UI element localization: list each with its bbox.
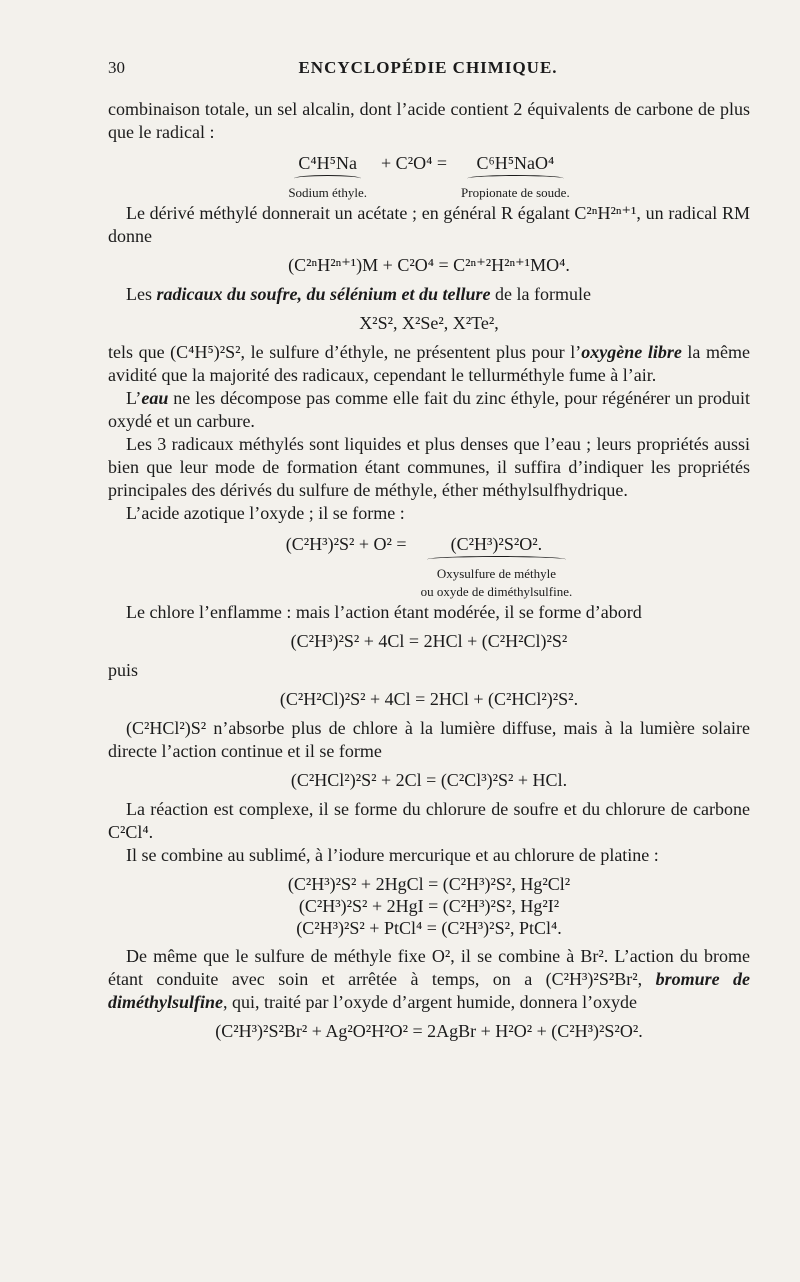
- page-body: [108, 98, 750, 1049]
- text-run: L’: [126, 388, 142, 408]
- paragraph-3: [108, 283, 750, 306]
- eq4-caption-1: Oxysulfure de méthyle: [436, 566, 556, 581]
- text-run: Les: [126, 284, 157, 304]
- paragraph-2: Le dérivé méthylé donnerait un acétate ; en général R égalant C²ⁿH²ⁿ⁺¹, un radical RM donne: [108, 203, 750, 246]
- paragraph-4: [108, 341, 750, 387]
- equation-oxysulfure: [108, 533, 750, 599]
- running-title: ENCYCLOPÉDIE CHIMIQUE.: [298, 58, 558, 77]
- paragraph-6: Les 3 radicaux méthylés sont liquides et plus denses que l’eau ; leurs propriétés aussi bien que leur mode de formation étant communes, il suffira d’indiquer les propriétés principales des dérivés du sulfure de méthyle, éther méthylsulfhydrique.: [108, 434, 750, 500]
- eq1-left-cell: [288, 152, 367, 200]
- paragraph-10: La réaction est complexe, il se forme du chlorure de soufre et du chlorure de carbone C²Cl⁴.: [108, 799, 750, 842]
- equation-chlore-3: (C²HCl²)²S² + 2Cl = (C²Cl³)²S² + HCl.: [290, 770, 568, 790]
- eq4-right: (C²H³)²S²O².: [450, 534, 543, 554]
- equation-sodium-ethyl: [108, 152, 750, 200]
- brace: [427, 556, 567, 563]
- equation-general-radical: (C²ⁿH²ⁿ⁺¹)M + C²O⁴ = C²ⁿ⁺²H²ⁿ⁺¹MO⁴.: [288, 255, 570, 275]
- text-run: , qui, traité par l’oxyde d’argent humide, donnera l’oxyde: [223, 992, 638, 1012]
- emphasis: radicaux du soufre, du sélénium et du tellure: [156, 284, 491, 304]
- eq4-caption-2: ou oxyde de diméthylsulfine.: [420, 584, 573, 599]
- brace: [294, 175, 361, 182]
- equation-oxyde-argent: (C²H³)²S²Br² + Ag²O²H²O² = 2AgBr + H²O² + (C²H³)²S²O².: [215, 1021, 643, 1041]
- paragraph-9: (C²HCl²)S² n’absorbe plus de chlore à la lumière diffuse, mais à la lumière solaire directe l’action continue et il se forme: [108, 718, 750, 761]
- equation-iodure: (C²H³)²S² + 2HgI = (C²H³)²S², Hg²I²: [298, 896, 560, 916]
- equation-sublime: (C²H³)²S² + 2HgCl = (C²H³)²S², Hg²Cl²: [287, 874, 571, 894]
- eq1-caption-right: Propionate de soude.: [461, 185, 570, 200]
- word-puis: puis: [108, 660, 139, 680]
- eq1-right-cell: [461, 152, 570, 200]
- paragraph-7: L’acide azotique l’oxyde ; il se forme :: [126, 503, 405, 523]
- paragraph-1: combinaison totale, un sel alcalin, dont l’acide contient 2 équivalents de carbone de plus que le radical :: [108, 99, 750, 142]
- eq1-mid: + C²O⁴ =: [381, 153, 448, 173]
- eq1-right: C⁶H⁵NaO⁴: [476, 153, 555, 173]
- emphasis: oxygène libre: [581, 342, 682, 362]
- page-header: [108, 58, 748, 84]
- equation-platine: (C²H³)²S² + PtCl⁴ = (C²H³)²S², PtCl⁴.: [296, 918, 562, 938]
- paragraph-5: [108, 387, 750, 433]
- text-run: De même que le sulfure de méthyle fixe O², il se combine à Br². L’action du brome étant conduite avec soin et arrêtée à temps, on a (C²H³)²S²Br²,: [108, 946, 750, 989]
- text-run: la même avidité que la majorité des radicaux, cependant le tellurméthyle fume à l’air.: [108, 342, 750, 385]
- paragraph-12: [108, 945, 750, 1014]
- eq4-right-cell: [421, 533, 573, 599]
- emphasis: bromure de diméthylsulfine: [108, 969, 750, 1012]
- eq1-left: C⁴H⁵Na: [298, 153, 357, 173]
- emphasis: eau: [141, 388, 169, 408]
- brace: [467, 175, 564, 182]
- page-number: 30: [108, 58, 125, 77]
- text-run: tels que (C⁴H⁵)²S², le sulfure d’éthyle, ne présentent plus pour l’: [108, 342, 582, 362]
- eq4-left: (C²H³)²S² + O² =: [285, 534, 407, 554]
- equation-formula-x: X²S², X²Se², X²Te²,: [359, 313, 499, 333]
- text-run: de la formule: [490, 284, 592, 304]
- paragraph-11: Il se combine au sublimé, à l’iodure mercurique et au chlorure de platine :: [126, 845, 659, 865]
- paragraph-8: Le chlore l’enflamme : mais l’action étant modérée, il se forme d’abord: [126, 602, 642, 622]
- equation-stack: [108, 873, 750, 939]
- text-run: ne les décompose pas comme elle fait du zinc éthyle, pour régénérer un produit oxydé et un carbure.: [108, 388, 750, 431]
- eq1-caption-left: Sodium éthyle.: [288, 185, 368, 200]
- equation-chlore-1: (C²H³)²S² + 4Cl = 2HCl + (C²H²Cl)²S²: [290, 631, 568, 651]
- equation-chlore-2: (C²H²Cl)²S² + 4Cl = 2HCl + (C²HCl²)²S².: [279, 689, 579, 709]
